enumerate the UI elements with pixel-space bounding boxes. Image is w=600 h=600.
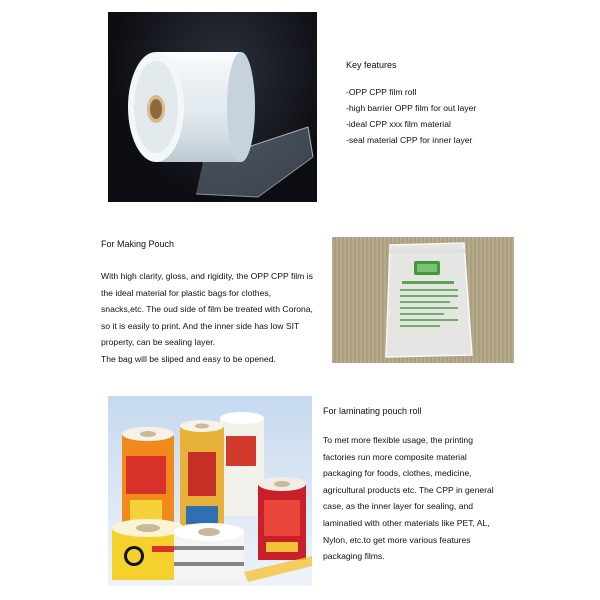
making-pouch-line: property, can be sealing layer. bbox=[101, 337, 216, 348]
feature-item: -seal material CPP for inner layer bbox=[346, 135, 473, 145]
key-features-section bbox=[346, 59, 476, 148]
making-pouch-line: With high clarity, gloss, and rigidity, the OPP CPP film is bbox=[101, 271, 313, 281]
making-pouch-line: so it is easily to print. And the inner side has low SIT bbox=[101, 320, 300, 331]
laminating-line: agricultural products etc. The CPP in general bbox=[323, 484, 494, 495]
laminating-line: factories run more composite material bbox=[323, 451, 467, 462]
laminating-line: packaging films. bbox=[323, 551, 385, 562]
pouch-bag-photo bbox=[332, 237, 514, 363]
laminating-title: For laminating pouch roll bbox=[323, 406, 422, 416]
laminating-line: laminatied with other materials like PET, AL, bbox=[323, 517, 490, 528]
laminating-section bbox=[323, 405, 494, 565]
feature-item: -ideal CPP xxx film material bbox=[346, 119, 451, 129]
laminating-line: Nylon, etc.to get more various features bbox=[323, 534, 471, 545]
feature-item: -OPP CPP film roll bbox=[346, 87, 417, 97]
making-pouch-line: the ideal material for plastic bags for clothes, bbox=[101, 287, 272, 298]
making-pouch-line: The bag will be sliped and easy to be opened. bbox=[101, 353, 276, 364]
making-pouch-line: snacks,etc. The oud side of film be treated with Corona, bbox=[101, 304, 313, 315]
laminating-line: To met more flexible usage, the printing bbox=[323, 435, 473, 445]
key-features-title: Key features bbox=[346, 60, 397, 70]
laminating-line: case, as the inner layer for sealing, and bbox=[323, 501, 474, 512]
printed-rolls-photo bbox=[108, 396, 312, 586]
feature-item: -high barrier OPP film for out layer bbox=[346, 103, 477, 113]
film-roll-photo bbox=[108, 12, 317, 202]
making-pouch-title: For Making Pouch bbox=[101, 239, 175, 249]
making-pouch-section bbox=[101, 238, 313, 368]
laminating-line: packaging for foods, clothes, medicine, bbox=[323, 468, 472, 479]
